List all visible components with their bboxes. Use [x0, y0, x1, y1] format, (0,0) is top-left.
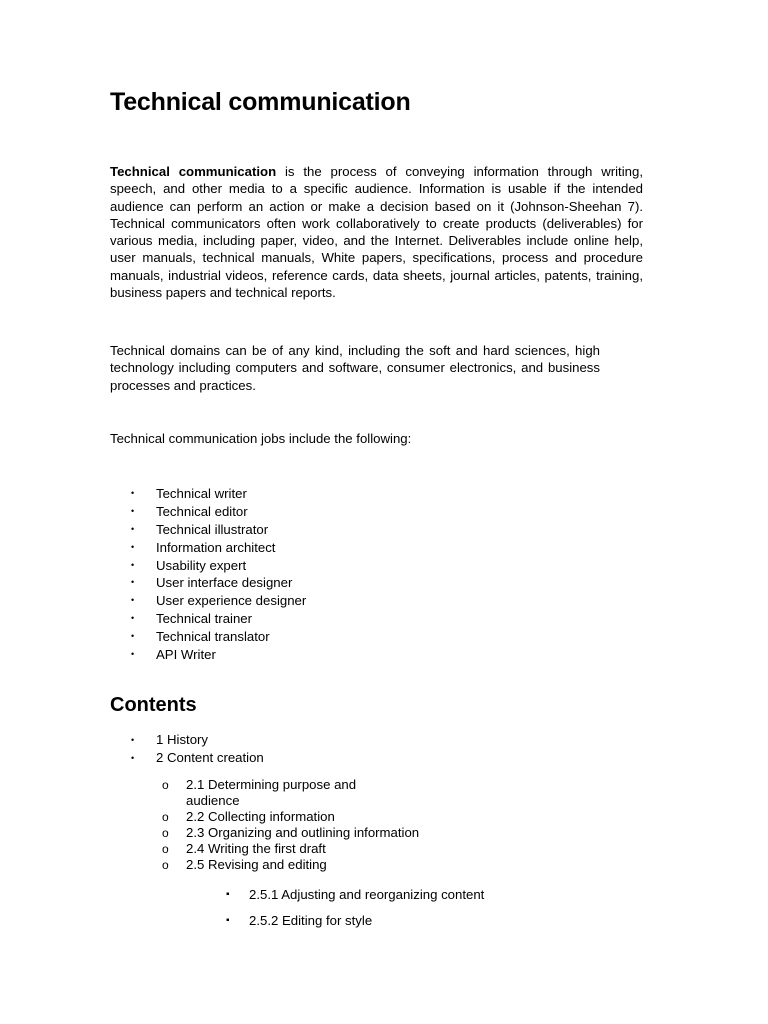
contents-level3-list	[226, 886, 484, 938]
contents-level1-list	[110, 731, 264, 767]
toc-item: • 2 Content creation	[131, 750, 264, 765]
list-item: • API Writer	[131, 647, 216, 663]
bullet-icon: •	[131, 631, 135, 642]
circle-bullet-icon: o	[162, 858, 169, 872]
square-bullet-icon: ▪	[226, 915, 230, 926]
jobs-intro: Technical communication jobs include the following:	[110, 431, 412, 446]
bullet-icon: •	[131, 505, 135, 516]
list-item: • Information architect	[131, 539, 276, 555]
toc-item: • 1 History	[131, 732, 209, 747]
circle-bullet-icon: o	[162, 810, 169, 824]
list-item: • Technical editor	[131, 503, 248, 519]
toc-item: o 2.3 Organizing and outlining information	[162, 825, 420, 840]
square-bullet-icon: ▪	[226, 889, 230, 900]
bullet-icon: •	[131, 523, 135, 534]
document-title: Technical communication	[110, 88, 411, 116]
bullet-icon: •	[131, 577, 135, 588]
list-item: • Technical translator	[131, 629, 270, 645]
bullet-icon: •	[131, 735, 135, 745]
toc-item: o 2.5 Revising and editing	[162, 857, 327, 872]
circle-bullet-icon: o	[162, 778, 169, 792]
intro-lead-term: Technical communication	[110, 164, 277, 179]
bullet-icon: •	[131, 613, 135, 624]
list-item: • Technical writer	[131, 486, 247, 501]
circle-bullet-icon: o	[162, 826, 169, 840]
list-item: • User interface designer	[131, 575, 293, 591]
list-item: • Usability expert	[131, 557, 247, 573]
jobs-list	[110, 485, 306, 664]
bullet-icon: •	[131, 488, 135, 498]
bullet-icon: •	[131, 753, 135, 763]
intro-body-text: is the process of conveying information through writing, speech, and other media to a specific audience. Information is usable if the intended audience can perform an action or make a decision based on it (Johnson-Sheehan 7). Technical communicators often work collaboratively to create products (deliverables) for various media, including paper, video, and the Internet. Deliverables include online help, user manuals, technical manuals, White papers, specifications, process and procedure manuals, industrial videos, reference cards, data sheets, journal articles, patents, training, business papers and technical reports.	[110, 164, 643, 301]
toc-item: o 2.4 Writing the first draft	[162, 841, 326, 856]
circle-bullet-icon: o	[162, 842, 169, 856]
bullet-icon: •	[131, 649, 135, 660]
contents-heading: Contents	[110, 694, 197, 716]
toc-item: ▪ 2.5.2 Editing for style	[226, 913, 373, 928]
toc-item: o 2.2 Collecting information	[162, 809, 335, 824]
bullet-icon: •	[131, 541, 135, 552]
intro-paragraph	[110, 163, 643, 301]
list-item: • User experience designer	[131, 593, 307, 609]
toc-item: ▪ 2.5.1 Adjusting and reorganizing content	[226, 887, 485, 902]
toc-item: o 2.1 Determining purpose and audience	[162, 777, 357, 808]
bullet-icon: •	[131, 595, 135, 606]
list-item: • Technical illustrator	[131, 521, 269, 537]
list-item: • Technical trainer	[131, 611, 253, 627]
contents-level2-list	[162, 777, 462, 873]
bullet-icon: •	[131, 559, 135, 570]
domains-paragraph: Technical domains can be of any kind, including the soft and hard sciences, high technology including computers and software, consumer electronics, and business processes and practices.	[110, 343, 600, 393]
